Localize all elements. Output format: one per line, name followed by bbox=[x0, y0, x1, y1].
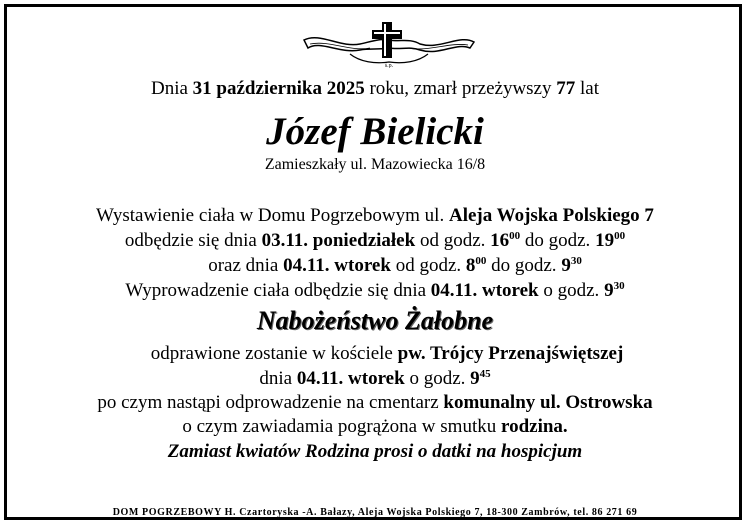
viewing-line-1: Wystawienie ciała w Domu Pogrzebowym ul. Aleja Wojska Polskiego 7 bbox=[96, 205, 654, 226]
deceased-address: Zamieszkały ul. Mazowiecka 16/8 bbox=[264, 156, 486, 173]
service-line-1: odprawione zostanie w kościele pw. Trójcy Przenajświętszej bbox=[150, 343, 624, 364]
service-title: Nabożeństwo Żałobne bbox=[256, 306, 494, 335]
service-line-4: o czym zawiadamia pogrążona w smutku rodzina. bbox=[182, 416, 568, 437]
funeral-home-footer: DOM POGRZEBOWY H. Czartoryska -A. Bałazy, Aleja Wojska Polskiego 7, 18-300 Zambrów, tel. 86 271 69 bbox=[112, 507, 638, 518]
service-line-3: po czym nastąpi odprowadzenie na cmentarz komunalny ul. Ostrowska bbox=[97, 392, 653, 413]
deceased-name: Józef Bielicki bbox=[266, 110, 484, 153]
death-info-line: Dnia 31 października 2025 roku, zmarł przeżywszy 77 lat bbox=[150, 78, 599, 99]
procession-line: Wyprowadzenie ciała odbędzie się dnia 04.11. wtorek o godz. $9^{30}$ bbox=[125, 280, 625, 301]
viewing-line-3: oraz dnia 04.11. wtorek od godz. $8^{00}$ do godz. $9^{30}$ bbox=[208, 255, 582, 276]
viewing-line-2: odbędzie się dnia 03.11. poniedziałek od godz. $16^{00}$ do godz. $19^{00}$ bbox=[124, 230, 626, 251]
donation-request: Zamiast kwiatów Rodzina prosi o datki na hospicjum bbox=[167, 441, 583, 462]
ribbon-text: ś.p. bbox=[384, 63, 394, 68]
service-line-2: dnia 04.11. wtorek o godz. $9^{45}$ bbox=[259, 368, 491, 389]
cross-ribbon-icon bbox=[300, 18, 478, 68]
